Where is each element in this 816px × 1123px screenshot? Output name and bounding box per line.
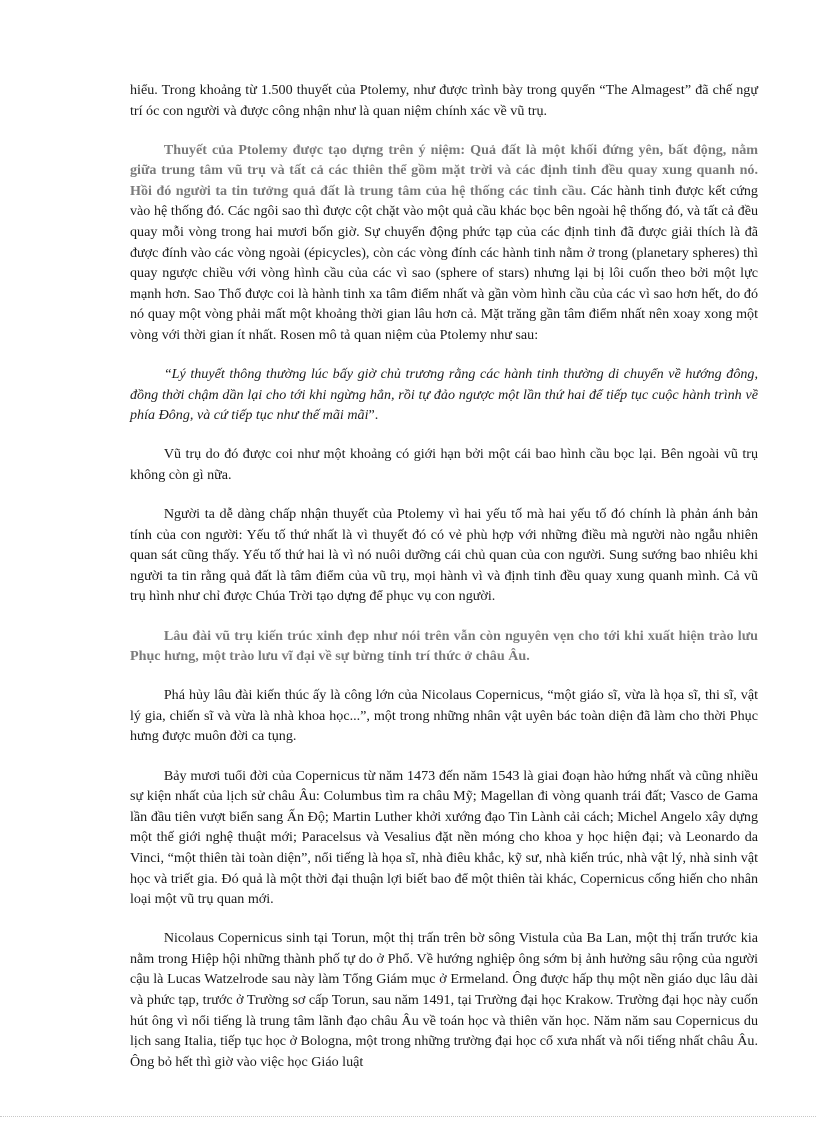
paragraph-text: Phá hủy lâu đài kiến thúc ấy là công lớn của Nicolaus Copernicus, “một giáo sĩ, vừa là họa sĩ, thi sĩ, vật lý gia, chiến sĩ và vừa là nhà khoa học...”, một trong những nhân vật uyên bác toàn diện đã làm cho thời Phục hưng được muôn đời ca tụng.	[130, 687, 758, 745]
document-body	[130, 80, 758, 1091]
paragraph-acceptance	[130, 504, 758, 607]
paragraph-text: Người ta dễ dàng chấp nhận thuyết của Ptolemy vì hai yếu tố mà hai yếu tố đó chính là phản ánh bản tính của con người: Yếu tố thứ nhất là vì thuyết đó có vẻ phù hợp với những điều mà người nào ngẫu nhiên quan sát cũng thấy. Yếu tố thứ hai là vì nó nuôi dưỡng cái chủ quan của con người. Sung sướng bao nhiêu khi người ta tin rằng quả đất là tâm điểm của vũ trụ, mọi hành vì và định tinh đều quay xung quanh mình. Cả vũ trụ hình như chỉ được Chúa Trời tạo dựng để phục vụ con người.	[130, 506, 758, 605]
quote-tail: ”.	[368, 407, 379, 424]
paragraph-copernicus-intro	[130, 685, 758, 747]
paragraph-text: Vũ trụ do đó được coi như một khoảng có giới hạn bởi một cái bao hình cầu bọc lại. Bên ngoài vũ trụ không còn gì nữa.	[130, 446, 758, 483]
paragraph-ptolemy-theory	[130, 140, 758, 346]
paragraph-universe-bounded	[130, 444, 758, 485]
paragraph-text: Nicolaus Copernicus sinh tại Torun, một thị trấn trên bờ sông Vistula của Ba Lan, một thị trấn trước kia nằm trong Hiệp hội những thành phố tự do ở Phổ. Về hướng nghiệp ông sớm bị ảnh hưởng sâu rộng của người cậu là Lucas Watzelrode sau này làm Tổng Giám mục ở Ermeland. Ông được hấp thụ một nền giáo dục lâu dài và phức tạp, trước ở Trường sơ cấp Torun, sau năm 1491, tại Trường đại học Krakow. Trường đại học này cuốn hút ông vì nổi tiếng là trung tâm lãnh đạo châu Âu về toán học và thiên văn học. Năm năm sau Copernicus du lịch sang Italia, tiếp tục học ở Bologna, một trong những trường đại học cổ xưa nhất và nổi tiếng nhất châu Âu. Ông bỏ hết thì giờ vào việc học Giáo luật	[130, 930, 758, 1070]
paragraph-text: hiểu. Trong khoảng từ 1.500 thuyết của Ptolemy, như được trình bày trong quyển “The Almagest” đã chế ngự trí óc con người và được công nhận như là quan niệm chính xác về vũ trụ.	[130, 82, 758, 119]
quote-text: “Lý thuyết thông thường lúc bấy giờ chủ trương rằng các hành tinh thường di chuyển về hướng đông, đồng thời chậm dần lại cho tới khi ngừng hẳn, rồi tự đảo ngược một lần thứ hai để tiếp tục cuộc hành trình về phía Đông, và cứ tiếp tục như thế mãi mãi	[130, 366, 758, 424]
paragraph-highlight: Lâu đài vũ trụ kiến trúc xinh đẹp như nói trên vẫn còn nguyên vẹn cho tới khi xuất hiện trào lưu Phục hưng, một trào lưu vĩ đại về sự bừng tỉnh trí thức ở châu Âu.	[130, 627, 758, 665]
paragraph-highlight: Thuyết của Ptolemy được tạo dựng trên ý niệm: Quả đất là một khối đứng yên, bất động, nằm giữa trung tâm vũ trụ và tất cả các thiên thể gồm mặt trời và các định tinh đều quay xung quanh nó. Hồi đó người ta tin tưởng quả đất là trung tâm của hệ thống các tinh cầu.	[130, 141, 758, 199]
paragraph-intro	[130, 80, 758, 121]
page-bottom-rule	[0, 1116, 816, 1117]
paragraph-copernicus-bio	[130, 928, 758, 1072]
paragraph-copernicus-era	[130, 766, 758, 910]
paragraph-text: Bảy mươi tuổi đời của Copernicus từ năm 1473 đến năm 1543 là giai đoạn hào hứng nhất và cũng nhiều sự kiện nhất của lịch sử châu Âu: Columbus tìm ra châu Mỹ; Magellan đi vòng quanh trái đất; Vasco de Gama lần đầu tiên vượt biển sang Ấn Độ; Martin Luther khởi xướng đạo Tin Lành cải cách; Michel Angelo xây dựng một thế giới nghệ thuật mới; Paracelsus và Vesalius đặt nền móng cho khoa y học hiện đại; và Leonardo da Vinci, “một thiên tài toàn diện”, nổi tiếng là họa sĩ, nhà điêu khắc, kỹ sư, nhà kiến trúc, nhà vật lý, nhà sinh vật học và triết gia. Đó quả là một thời đại thuận lợi biết bao để một thiên tài khác, Copernicus cống hiến cho nhân loại một vũ trụ quan mới.	[130, 767, 758, 908]
paragraph-text: Các hành tinh được kết cứng vào hệ thống đó. Các ngôi sao thì được cột chặt vào một quả cầu khác bọc bên ngoài hệ thống đó, và tất cả đều quay mỗi vòng trong hai mươi bốn giờ. Sự chuyển động phức tạp của các định tinh đã được giải thích là đã được đính vào các vòng ngoài (épicycles), còn các vòng đính các hành tinh nằm ở trong (planetary spheres) thì quay ngược chiều với vòng hình cầu của các vì sao (sphere of stars) nhưng lại bị lôi cuốn theo bởi một lực mạnh hơn. Sao Thổ được coi là hành tinh xa tâm điểm nhất và gần vòm hình cầu của các vì sao hơn hết, do đó nó quay một vòng phải mất một khoảng thời gian lâu hơn cả. Mặt trăng gần tâm điểm nhất nên xoay xong một vòng với thời gian ít nhất. Rosen mô tả quan niệm của Ptolemy như sau:	[130, 182, 758, 344]
paragraph-renaissance	[130, 626, 758, 667]
paragraph-quote	[130, 364, 758, 426]
